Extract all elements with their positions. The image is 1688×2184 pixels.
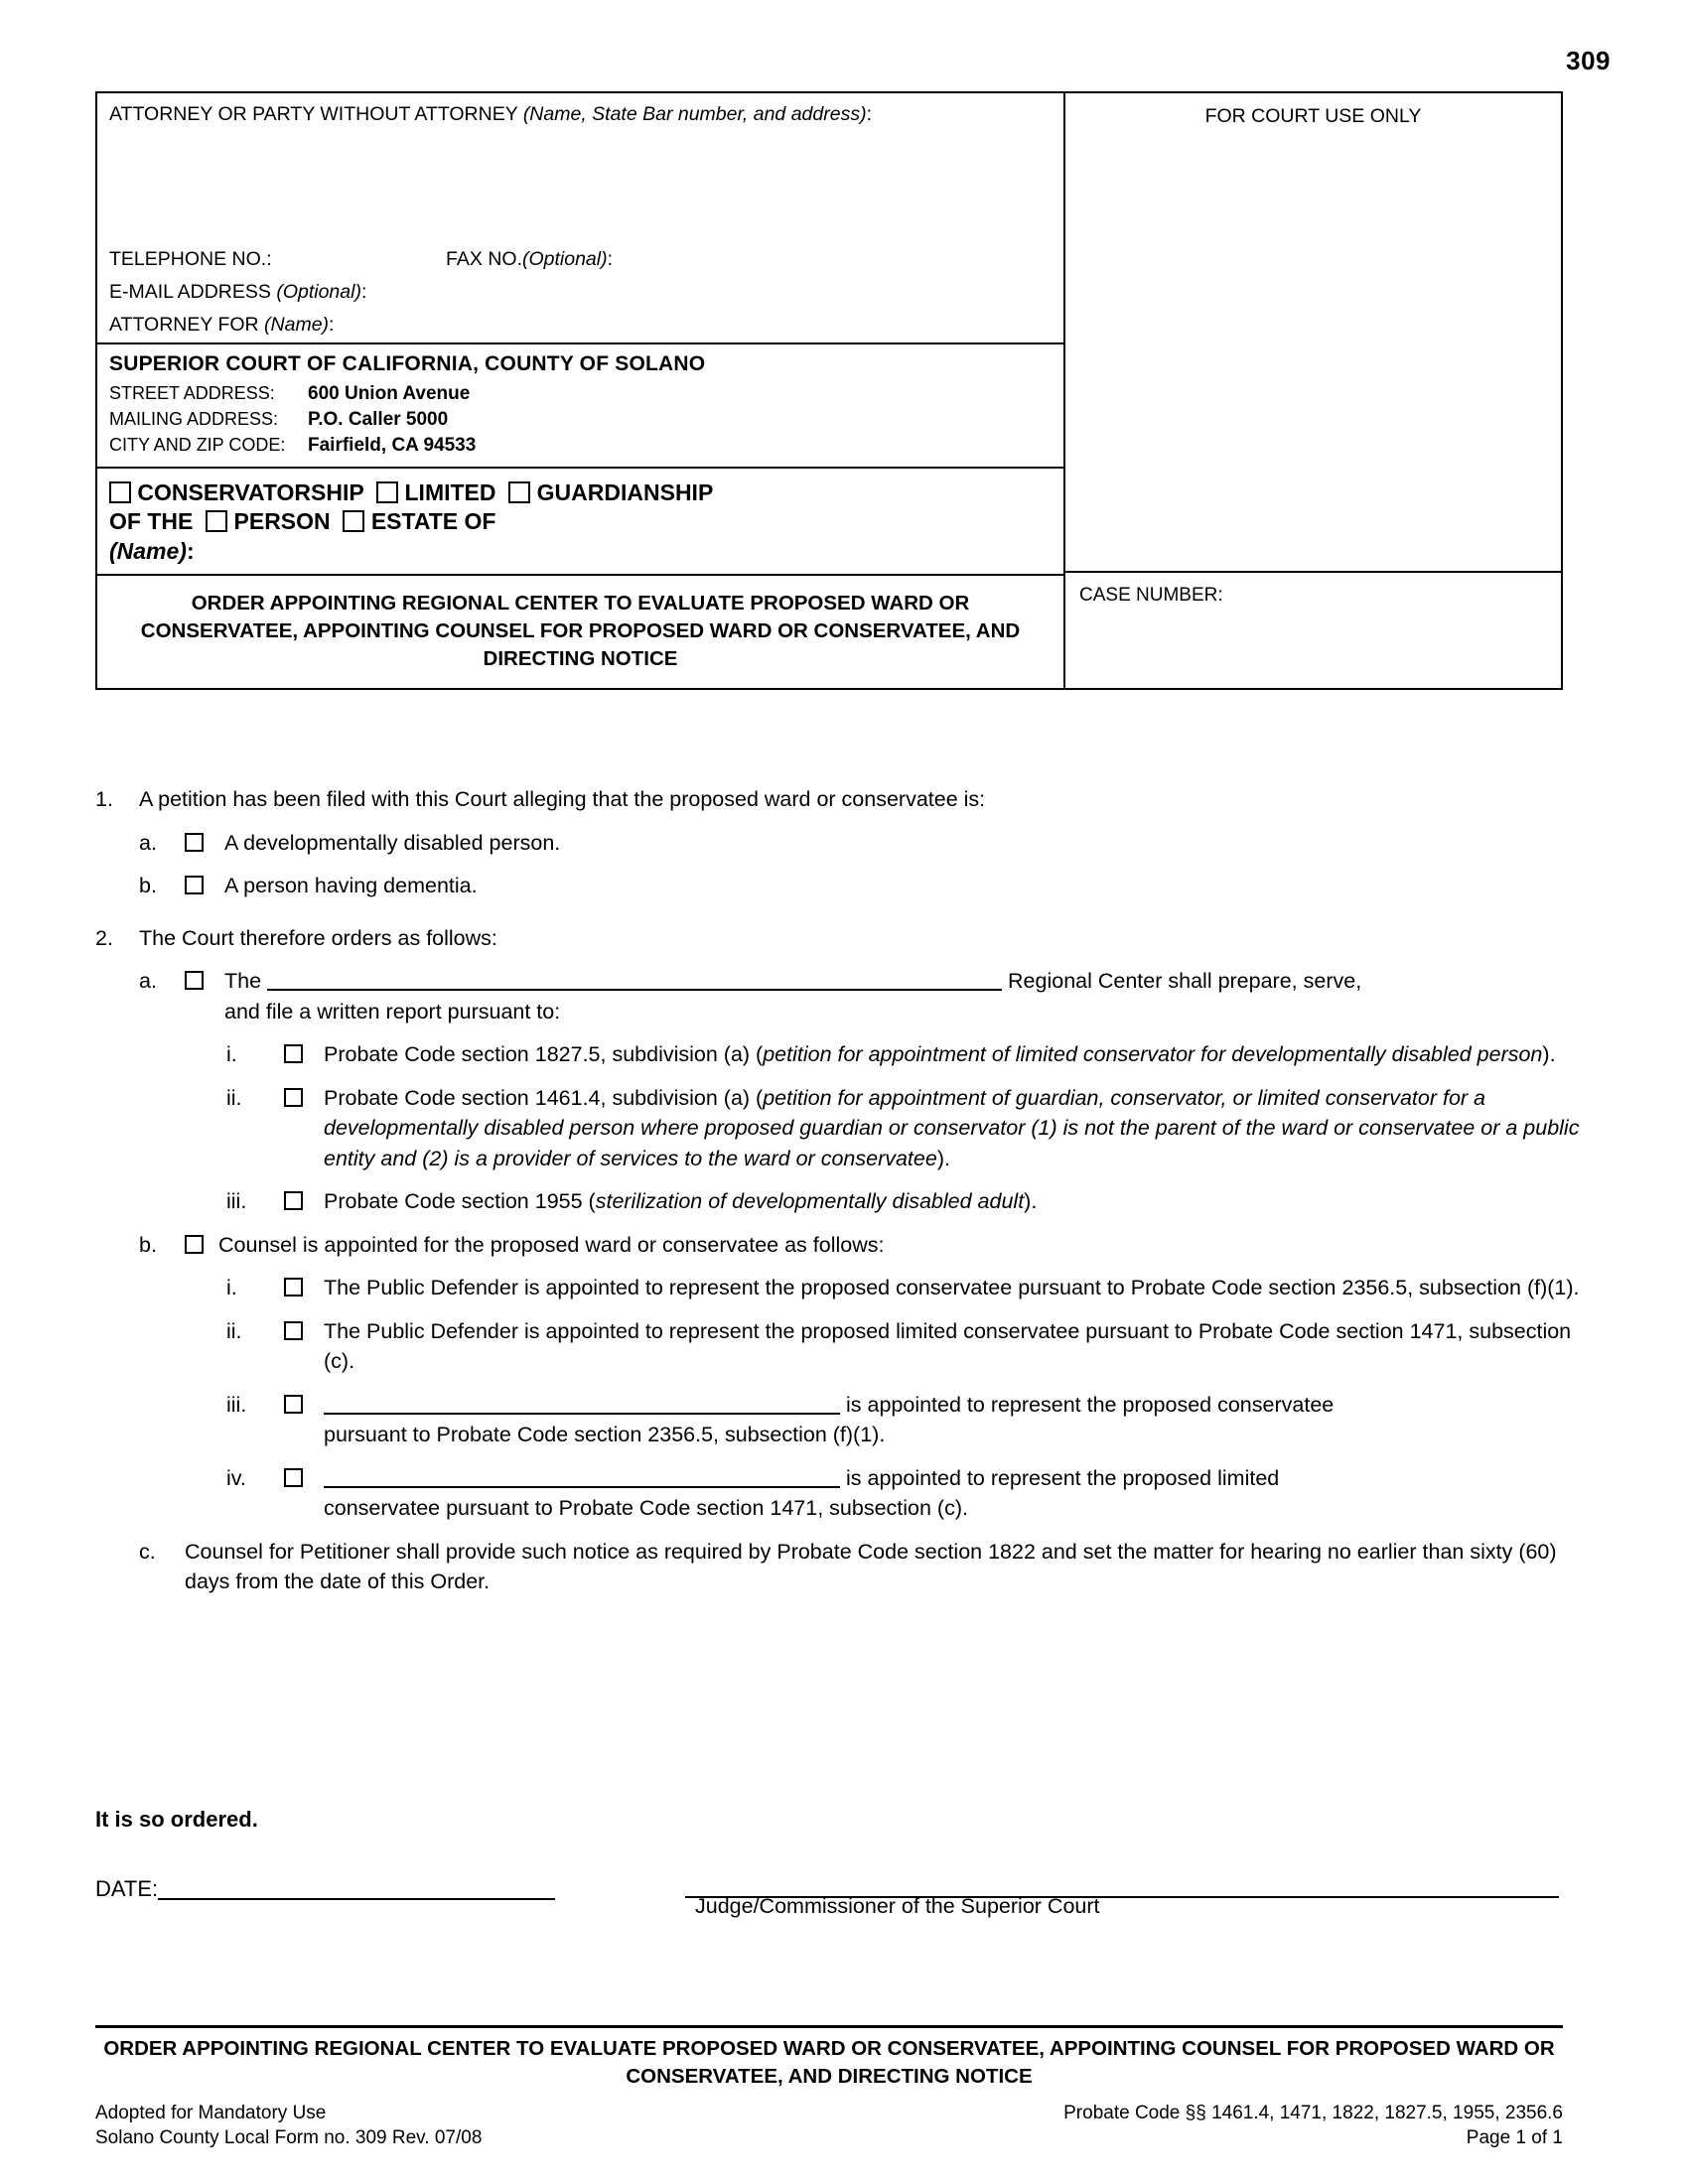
item-2a-ii-italic: petition for appointment of guardian, conservator, or limited conservator for a developmentally disabled person where proposed guardian or conservator (1) is not the parent of the ward or conservatee or a public entity and (2) is a provider of services to the ward or conservatee: [324, 1085, 1580, 1170]
footer-adopted: Adopted for Mandatory Use: [95, 2103, 327, 2123]
label-estate-of: ESTATE OF: [370, 508, 496, 535]
item-1a-text: A developmentally disabled person.: [224, 830, 561, 855]
attorney-label: ATTORNEY OR PARTY WITHOUT ATTORNEY: [109, 103, 518, 125]
fax-label-group: [446, 248, 613, 271]
item-1a-alpha: a.: [139, 830, 157, 855]
checkbox-1b[interactable]: [185, 876, 204, 894]
item-2a-iii-text: [324, 1186, 1585, 1217]
case-number-label: CASE NUMBER:: [1079, 585, 1223, 607]
checkbox-2a-i-wrap: [284, 1039, 324, 1070]
email-row[interactable]: [97, 277, 1063, 310]
checkbox-2b-ii-wrap: [284, 1316, 324, 1377]
item-2a-i: [226, 1039, 1585, 1070]
item-2a-alpha: a.: [139, 969, 157, 994]
telephone-label: TELEPHONE NO.:: [109, 248, 272, 270]
checkbox-2a-ii[interactable]: [284, 1088, 303, 1107]
checkbox-2b-iv[interactable]: [284, 1468, 303, 1487]
checkbox-2b-wrap: [185, 1230, 218, 1261]
regional-center-blank[interactable]: [267, 970, 1002, 991]
proceeding-type-block: [97, 467, 1063, 574]
checkbox-person[interactable]: [206, 510, 227, 532]
item-2b-iii-after-blank: is appointed to represent the proposed conservatee: [845, 1392, 1335, 1417]
checkbox-guardianship[interactable]: [508, 481, 530, 503]
item-2b-ii-roman: ii.: [226, 1318, 242, 1343]
item-2a-second-line: and file a written report pursuant to:: [224, 999, 561, 1024]
item-2b-iv-roman: iv.: [226, 1465, 246, 1490]
attorney-label-italic: (Name, State Bar number, and address): [522, 103, 867, 125]
counsel-name-blank-iv[interactable]: [324, 1467, 840, 1488]
item-2a-iii: [226, 1186, 1585, 1217]
item-2b-iv-after-blank: is appointed to represent the proposed limited: [845, 1465, 1280, 1490]
item-2a-ii-plain: Probate Code section 1461.4, subdivision (a) (: [324, 1085, 764, 1110]
item-2b-iii-roman: iii.: [226, 1392, 247, 1417]
item-2: [95, 923, 1585, 954]
item-2b-alpha: b.: [139, 1232, 157, 1257]
email-label-italic: (Optional): [276, 281, 361, 303]
item-1-text: A petition has been filed with this Court alleging that the proposed ward or conservatee is:: [139, 787, 986, 811]
checkbox-2b[interactable]: [185, 1235, 204, 1254]
attorney-for-italic: (Name): [264, 314, 330, 336]
item-1b-text: A person having dementia.: [224, 874, 478, 898]
date-blank[interactable]: [158, 1876, 555, 1900]
checkbox-2b-iii-wrap: [284, 1390, 324, 1450]
proceeding-type-row-1: [109, 478, 1052, 507]
item-2a: [139, 966, 1585, 1026]
item-2a-ii-tail: ).: [936, 1146, 950, 1170]
checkbox-2b-iv-wrap: [284, 1463, 324, 1524]
checkbox-2a-iii[interactable]: [284, 1191, 303, 1210]
item-2a-i-tail: ).: [1542, 1042, 1556, 1067]
item-2a-iii-italic: sterilization of developmentally disabled adult: [595, 1189, 1025, 1214]
label-person: PERSON: [233, 508, 331, 535]
item-2-text: The Court therefore orders as follows:: [139, 925, 497, 950]
checkbox-1b-wrap: [185, 871, 224, 901]
case-number-field[interactable]: [1065, 571, 1561, 688]
item-2b-i-text: The Public Defender is appointed to represent the proposed conservatee pursuant to Probate Code section 2356.5, subsection (f)(1).: [324, 1276, 1580, 1300]
checkbox-estate[interactable]: [343, 510, 364, 532]
street-address-value: 600 Union Avenue: [308, 383, 471, 404]
mailing-address-row: [109, 409, 1052, 431]
item-2a-after-blank: Regional Center shall prepare, serve,: [1008, 969, 1362, 994]
label-limited: LIMITED: [404, 479, 496, 505]
label-name-italic: (Name): [109, 537, 187, 564]
checkbox-limited[interactable]: [376, 481, 398, 503]
checkbox-2b-iii[interactable]: [284, 1395, 303, 1414]
item-2c: [139, 1537, 1585, 1597]
item-2a-lead: The: [224, 969, 262, 994]
item-1-number: 1.: [95, 787, 113, 811]
item-2a-i-italic: petition for appointment of limited conservator for developmentally disabled person: [763, 1042, 1543, 1067]
item-2c-alpha: c.: [139, 1539, 156, 1564]
city-zip-label: CITY AND ZIP CODE:: [109, 435, 286, 455]
street-address-label: STREET ADDRESS:: [109, 383, 275, 403]
item-2a-ii-text: [324, 1083, 1585, 1174]
date-label: DATE:: [95, 1876, 159, 1901]
attorney-field[interactable]: [97, 93, 1063, 244]
checkbox-1a-wrap: [185, 828, 224, 859]
attorney-for-label: ATTORNEY FOR: [109, 314, 259, 336]
item-2a-ii-roman: ii.: [226, 1085, 242, 1110]
telephone-row[interactable]: [97, 244, 1063, 277]
label-name-colon: :: [186, 537, 195, 564]
attorney-for-row[interactable]: [97, 310, 1063, 342]
checkbox-2a-wrap: [185, 966, 224, 1026]
item-2a-i-text: [324, 1039, 1585, 1070]
label-guardianship: GUARDIANSHIP: [536, 479, 714, 505]
item-2b-i: [226, 1273, 1585, 1303]
checkbox-2a[interactable]: [185, 971, 204, 990]
for-court-use-only-label: FOR COURT USE ONLY: [1204, 105, 1422, 127]
court-address-block: [97, 342, 1063, 467]
email-label: E-MAIL ADDRESS: [109, 281, 271, 303]
checkbox-2b-i-wrap: [284, 1273, 324, 1303]
checkbox-2a-iii-wrap: [284, 1186, 324, 1217]
item-2b-text: Counsel is appointed for the proposed ward or conservatee as follows:: [218, 1232, 885, 1257]
street-address-row: [109, 383, 1052, 405]
item-2b-ii: [226, 1316, 1585, 1377]
item-2a-iii-plain: Probate Code section 1955 (: [324, 1189, 596, 1214]
footer-code-reference: Probate Code §§ 1461.4, 1471, 1822, 1827.5, 1955, 2356.6: [1063, 2103, 1563, 2123]
checkbox-2b-ii[interactable]: [284, 1321, 303, 1340]
item-2b-iii-text: [324, 1390, 1585, 1450]
signature-label: Judge/Commissioner of the Superior Court: [695, 1894, 1100, 1918]
caption-box: [95, 91, 1563, 690]
fax-label: FAX NO.: [446, 248, 522, 270]
court-name: SUPERIOR COURT OF CALIFORNIA, COUNTY OF SOLANO: [109, 352, 706, 375]
caption-left-column: [97, 93, 1065, 688]
attorney-label-colon: :: [866, 103, 872, 125]
checkbox-conservatorship[interactable]: [109, 481, 131, 503]
item-2a-text: [224, 966, 1585, 1026]
footer-meta-right: [1063, 2103, 1563, 2152]
item-2b-ii-text: The Public Defender is appointed to represent the proposed limited conservatee pursuant to Probate Code section 1471, subsection (c).: [324, 1318, 1572, 1374]
counsel-name-blank-iii[interactable]: [324, 1394, 840, 1415]
city-zip-value: Fairfield, CA 94533: [308, 435, 477, 456]
form-title: ORDER APPOINTING REGIONAL CENTER TO EVALUATE PROPOSED WARD OR CONSERVATEE, APPOINTING COUNSEL FOR PROPOSED WARD OR CONSERVATEE, AND DIRECTING NOTICE: [97, 574, 1063, 688]
item-2c-text: Counsel for Petitioner shall provide such notice as required by Probate Code section 1822 and set the matter for hearing no earlier than sixty (60) days from the date of this Order.: [185, 1539, 1557, 1594]
date-field[interactable]: [95, 1876, 555, 1902]
item-1: [95, 784, 1585, 815]
item-2b-iv-second-line: conservatee pursuant to Probate Code section 1471, subsection (c).: [324, 1496, 968, 1521]
so-ordered-text: It is so ordered.: [95, 1807, 258, 1832]
checkbox-2a-ii-wrap: [284, 1083, 324, 1174]
item-1a: [139, 828, 1585, 859]
item-2-number: 2.: [95, 925, 113, 950]
item-2b-i-roman: i.: [226, 1276, 237, 1300]
footer-meta-left: [95, 2103, 482, 2152]
form-body: [95, 784, 1585, 1610]
item-2a-iii-tail: ).: [1024, 1189, 1038, 1214]
caption-right-column: [1065, 93, 1561, 688]
footer-local-form: Solano County Local Form no. 309 Rev. 07/08: [95, 2127, 483, 2148]
city-zip-row: [109, 435, 1052, 457]
item-2a-i-plain: Probate Code section 1827.5, subdivision (a) (: [324, 1042, 764, 1067]
label-of-the: OF THE: [109, 508, 194, 535]
item-1b: [139, 871, 1585, 901]
item-2a-ii: [226, 1083, 1585, 1174]
item-2a-iii-roman: iii.: [226, 1189, 247, 1214]
fax-label-colon: :: [607, 248, 614, 270]
footer-divider: [95, 2025, 1563, 2028]
label-conservatorship: CONSERVATORSHIP: [137, 479, 364, 505]
item-2b-iii: [226, 1390, 1585, 1450]
proceeding-type-row-3[interactable]: [109, 537, 1052, 566]
footer-page-number: Page 1 of 1: [1466, 2127, 1563, 2148]
item-2b-iv-text: [324, 1463, 1585, 1524]
attorney-for-colon: :: [329, 314, 335, 336]
footer-title: ORDER APPOINTING REGIONAL CENTER TO EVALUATE PROPOSED WARD OR CONSERVATEE, APPOINTING COUNSEL FOR PROPOSED WARD OR CONSERVATEE, AND DIRECTING NOTICE: [103, 2037, 1555, 2088]
email-label-colon: :: [360, 281, 367, 303]
checkbox-1a[interactable]: [185, 833, 204, 852]
mailing-address-label: MAILING ADDRESS:: [109, 409, 279, 429]
item-2b-iv: [226, 1463, 1585, 1524]
form-number: 309: [1566, 46, 1611, 75]
checkbox-2a-i[interactable]: [284, 1044, 303, 1063]
checkbox-2b-i[interactable]: [284, 1278, 303, 1297]
proceeding-type-row-2: [109, 507, 1052, 536]
item-1b-alpha: b.: [139, 874, 157, 898]
mailing-address-value: P.O. Caller 5000: [308, 409, 449, 430]
item-2a-i-roman: i.: [226, 1042, 237, 1067]
item-2b-iii-second-line: pursuant to Probate Code section 2356.5, subsection (f)(1).: [324, 1423, 886, 1447]
item-2b: [139, 1230, 1585, 1261]
fax-label-italic: (Optional): [521, 248, 608, 270]
footer-meta: [95, 2103, 1563, 2152]
